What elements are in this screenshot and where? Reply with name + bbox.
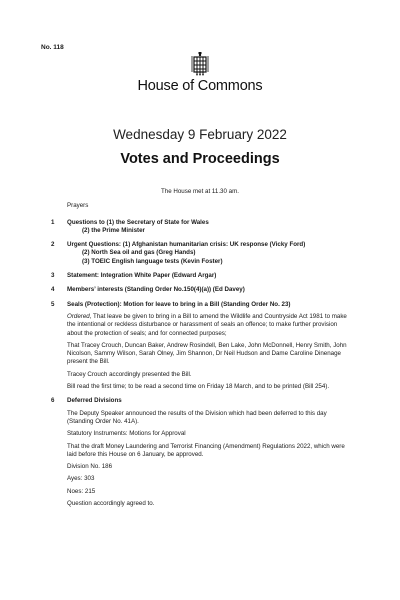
item-heading: Questions to (1) the Secretary of State for Wales (67, 218, 209, 226)
agenda-item (0, 286, 400, 294)
deferred-announcement: The Deputy Speaker announced the results of the Division which had been deferred to this day (Standing Order No. 41A). (67, 409, 327, 425)
ordered-paragraph (67, 313, 347, 338)
item-number: 4 (51, 286, 55, 294)
item-subheading: (2) North Sea oil and gas (Greg Hands) (82, 249, 196, 257)
agenda-item (0, 272, 400, 280)
item-heading: Deferred Divisions (67, 397, 122, 405)
regulations-paragraph: That the draft Money Laundering and Terrorist Financing (Amendment) Regulations 2022, which were laid before this House on 6 January, be approved. (67, 442, 345, 458)
item-number: 2 (51, 241, 55, 249)
proceedings-content (0, 188, 400, 514)
house-logo (0, 52, 400, 94)
statutory-instruments-line: Statutory Instruments: Motions for Approval (67, 430, 186, 438)
item-heading: Seals (Protection): Motion for leave to bring in a Bill (Standing Order No. 23) (67, 300, 291, 308)
agenda-item (0, 397, 400, 508)
item-number: 6 (51, 397, 55, 405)
house-name: House of Commons (137, 78, 263, 94)
noes-count: Noes: 215 (67, 487, 96, 495)
bill-reading-paragraph: Bill read the first time; to be read a second time on Friday 18 March, and to be printed (Bill 254). (67, 383, 330, 391)
house-met-line: The House met at 11.30 am. (161, 188, 239, 195)
portcullis-icon (189, 52, 211, 76)
division-number: Division No. 186 (67, 463, 113, 471)
item-heading: Statement: Integration White Paper (Edward Argar) (67, 272, 217, 280)
ayes-count: Ayes: 303 (67, 475, 95, 483)
ordered-word: Ordered (67, 312, 90, 320)
item-heading: Members’ interests (Standing Order No.150(4)(a)) (Ed Davey) (67, 286, 245, 294)
item-heading: Urgent Questions: (1) Afghanistan humanitarian crisis: UK response (Vicky Ford) (67, 241, 306, 249)
item-subheading: (3) TOEIC English language tests (Kevin Foster) (82, 257, 223, 265)
bill-members-paragraph: That Tracey Crouch, Duncan Baker, Andrew Rosindell, Ben Lake, John McDonnell, Henry Smith, John Nicolson, Sammy Wilson, Sarah Olney, Jim Shannon, Dr Neil Hudson and Dame Caroline Dinenage present the Bill. (67, 341, 347, 366)
prayers-line: Prayers (67, 202, 89, 210)
agenda-item (0, 301, 400, 392)
agenda-item (0, 241, 400, 266)
item-number: 1 (51, 218, 55, 226)
sitting-date: Wednesday 9 February 2022 (113, 127, 287, 142)
ordered-text: , That leave be given to bring in a Bill to amend the Wildlife and Countryside Act 1981 to make the intentional or reckless disturbance or harassment of seals an offence; to make further provision about the protection of seals; and for connected purposes; (67, 312, 347, 337)
item-number: 3 (51, 272, 55, 280)
agenda-item (0, 219, 400, 236)
bill-presented-paragraph: Tracey Crouch accordingly presented the Bill. (67, 370, 192, 378)
item-number: 5 (51, 300, 55, 308)
question-agreed-line: Question accordingly agreed to. (67, 500, 155, 508)
item-subheading: (2) the Prime Minister (82, 226, 145, 234)
document-number: No. 118 (41, 44, 64, 51)
document-title: Votes and Proceedings (120, 151, 280, 167)
